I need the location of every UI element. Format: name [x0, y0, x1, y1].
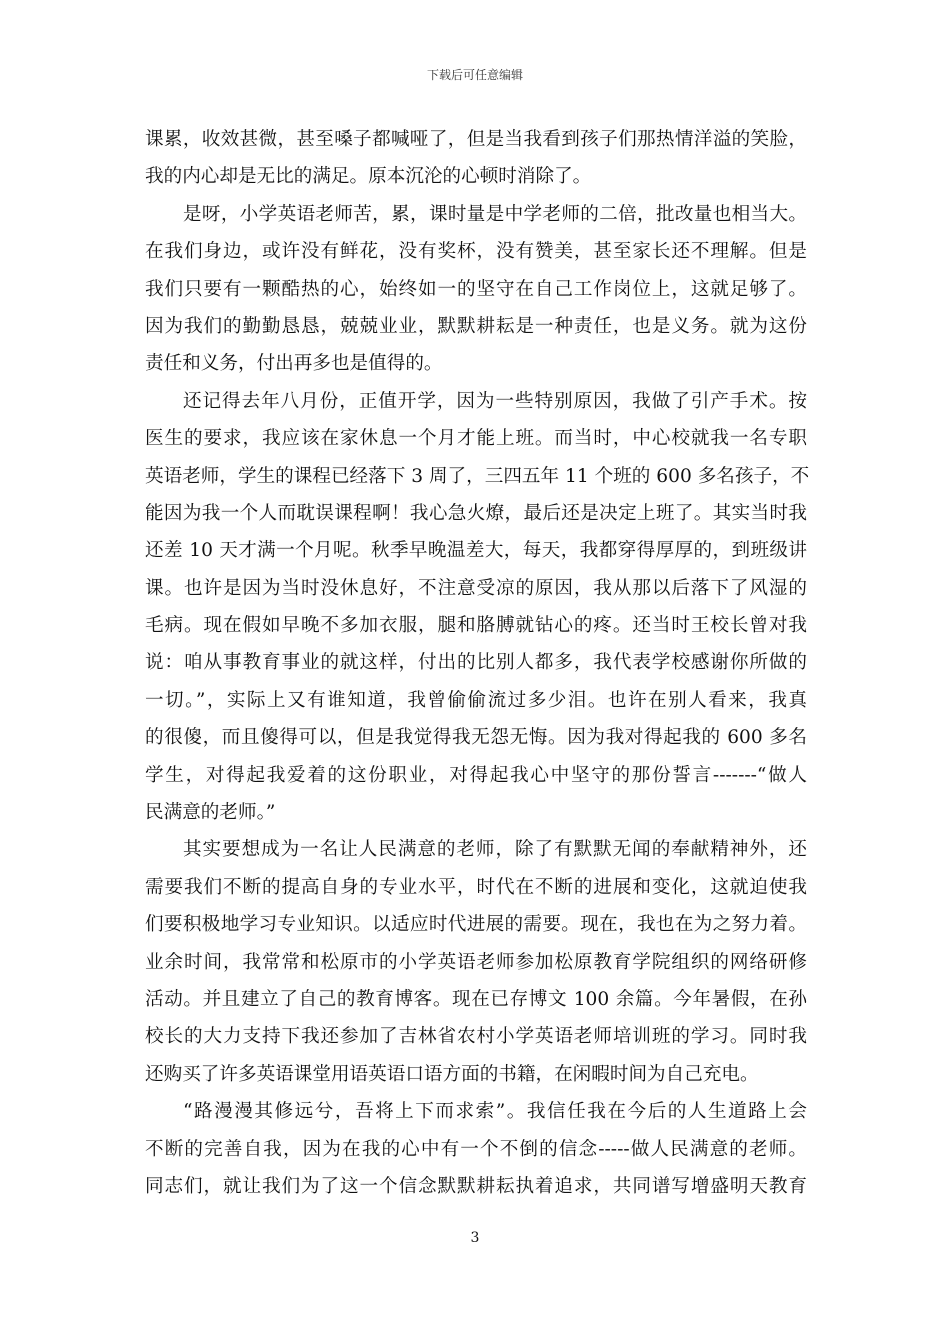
paragraph: [145, 831, 807, 1093]
text-line: 一切。”，实际上又有谁知道，我曾偷偷流过多少泪。也许在别人看来，我真: [145, 689, 807, 711]
page-number: 3: [470, 1230, 480, 1246]
text-line: 我的内心却是无比的满足。原本沉沦的心顿时消除了。: [145, 166, 592, 188]
text-line: 业余时间，我常常和松原市的小学英语老师参加松原教育学院组织的网络研修: [145, 951, 807, 973]
text-line: 课累，收效甚微，甚至嗓子都喊哑了，但是当我看到孩子们那热情洋溢的笑脸，: [145, 129, 807, 150]
text-line: 毛病。现在假如早晚不多加衣服，腿和胳膊就钻心的疼。还当时王校长曾对我: [145, 615, 807, 637]
text-line: 因为我们的勤勤恳恳，兢兢业业，默默耕耘是一种责任，也是义务。就为这份: [145, 315, 807, 337]
text-line: 不断的完善自我，因为在我的心中有一个不倒的信念-----做人民满意的老师。: [145, 1138, 807, 1160]
text-line: “路漫漫其修远兮，吾将上下而求索”。我信任我在今后的人生道路上会: [183, 1101, 807, 1123]
text-line: 还差 10 天才满一个月呢。秋季早晚温差大，每天，我都穿得厚厚的，到班级讲: [145, 540, 807, 562]
text-line: 在我们身边，或许没有鲜花，没有奖杯，没有赞美，甚至家长还不理解。但是: [145, 241, 807, 263]
paragraph: [145, 383, 810, 832]
text-line: 医生的要求，我应该在家休息一个月才能上班。而当时，中心校就我一名专职: [145, 428, 807, 450]
text-line: 还购买了许多英语课堂用语英语口语方面的书籍，在闲暇时间为自己充电。: [145, 1063, 759, 1085]
text-line: 的很傻，而且傻得可以，但是我觉得我无怨无悔。因为我对得起我的 600 多名: [145, 727, 807, 749]
paragraph: [145, 121, 807, 196]
text-line: 学生，对得起我爱着的这份职业，对得起我心中坚守的那份誓言-------“做人: [145, 764, 807, 786]
text-line: 是呀，小学英语老师苦，累，课时量是中学老师的二倍，批改量也相当大。: [183, 203, 807, 225]
text-line: 同志们，就让我们为了这一个信念默默耕耘执着追求，共同谱写增盛明天教育: [145, 1175, 807, 1197]
text-line: 校长的大力支持下我还参加了吉林省农村小学英语老师培训班的学习。同时我: [145, 1026, 807, 1048]
text-line: 们要积极地学习专业知识。以适应时代进展的需要。现在，我也在为之努力着。: [145, 914, 807, 936]
text-line: 课。也许是因为当时没休息好，不注意受凉的原因，我从那以后落下了风湿的: [145, 577, 807, 599]
paragraph: [145, 1093, 807, 1205]
page-header: 下载后可任意编辑: [426, 68, 523, 82]
document-body: [145, 121, 810, 1205]
text-line: 活动。并且建立了自己的教育博客。现在已存博文 100 余篇。今年暑假，在孙: [145, 988, 807, 1010]
text-line: 说：咱从事教育事业的就这样，付出的比别人都多，我代表学校感谢你所做的: [145, 652, 807, 674]
text-line: 英语老师，学生的课程已经落下 3 周了，三四五年 11 个班的 600 多名孩子，不: [145, 465, 810, 487]
paragraph: [145, 196, 807, 383]
text-line: 还记得去年八月份，正值开学，因为一些特别原因，我做了引产手术。按: [183, 390, 807, 412]
text-line: 责任和义务，付出再多也是值得的。: [145, 353, 443, 375]
text-line: 需要我们不断的提高自身的专业水平，时代在不断的进展和变化，这就迫使我: [145, 876, 807, 898]
text-line: 其实要想成为一名让人民满意的老师，除了有默默无闻的奉献精神外，还: [183, 839, 807, 861]
text-line: 民满意的老师。”: [145, 802, 276, 824]
text-line: 我们只要有一颗酷热的心，始终如一的坚守在自己工作岗位上，这就足够了。: [145, 278, 807, 300]
text-line: 能因为我一个人而耽误课程啊！我心急火燎，最后还是决定上班了。其实当时我: [145, 502, 807, 524]
